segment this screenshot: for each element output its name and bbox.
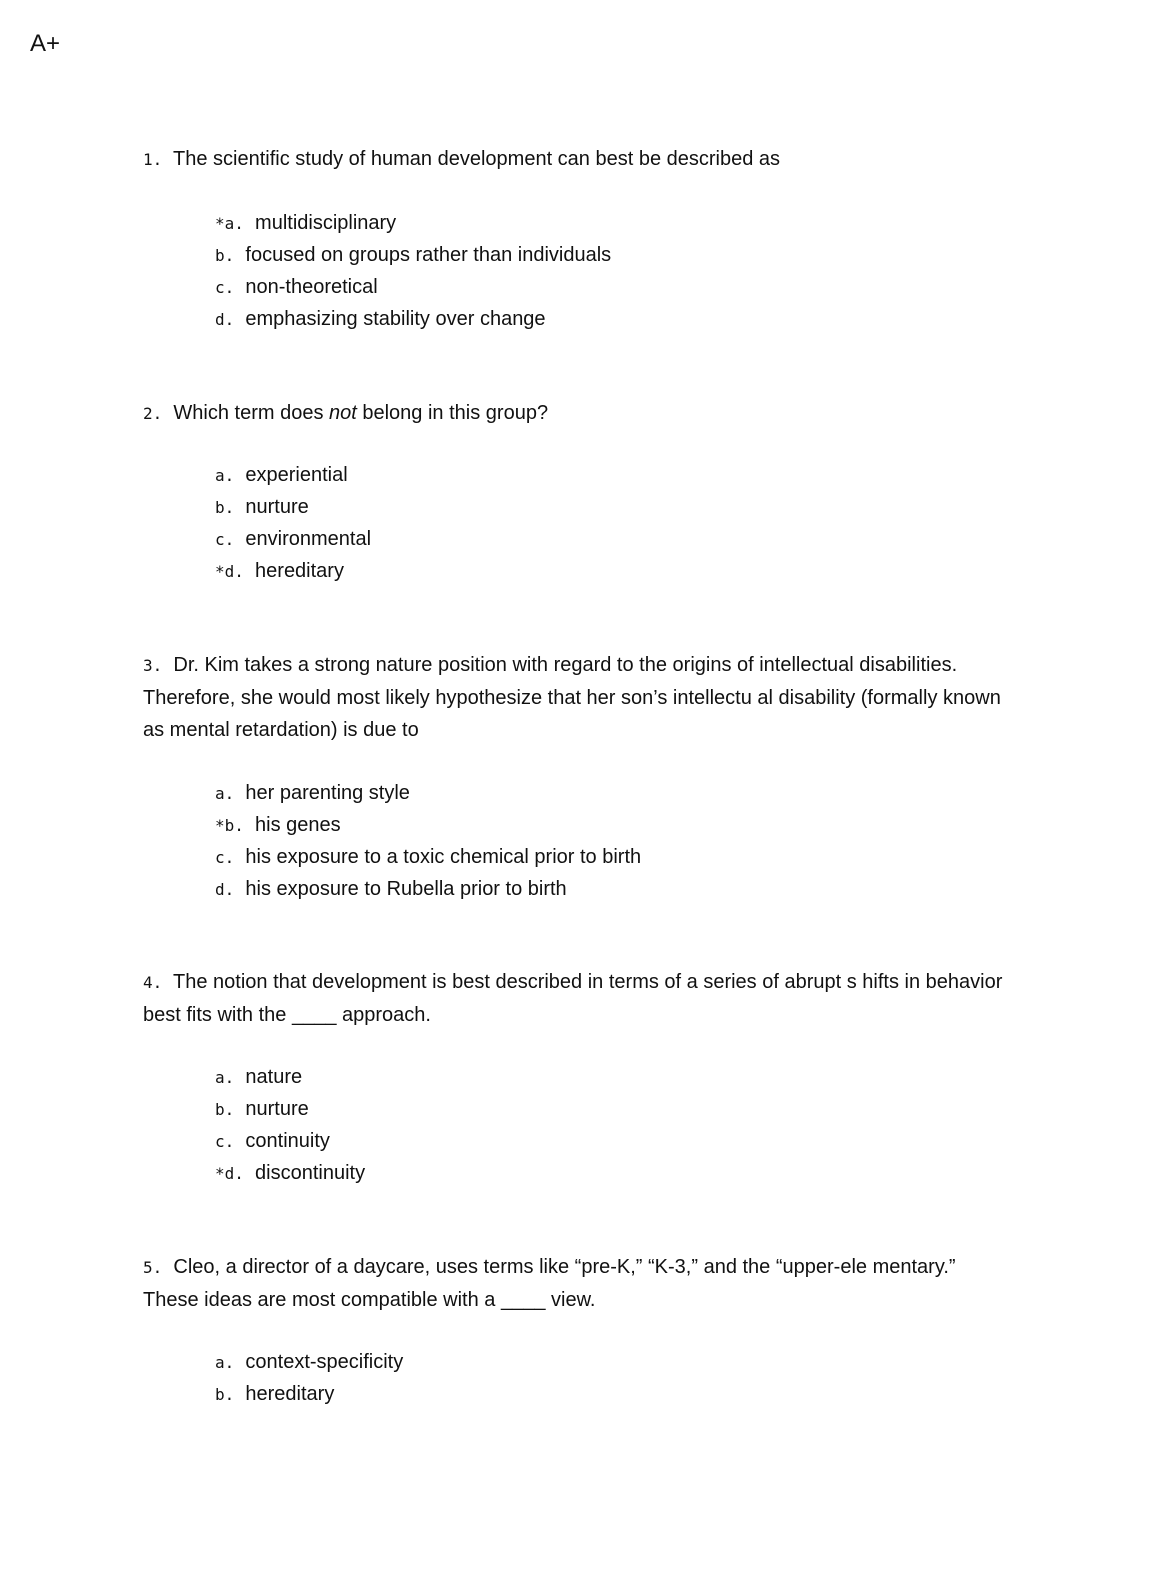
- question-number: 5.: [143, 1258, 163, 1277]
- option-c[interactable]: [215, 1125, 365, 1157]
- option-text: her parenting style: [245, 782, 410, 804]
- option-text: non-theoretical: [245, 276, 378, 298]
- options-2: [215, 459, 371, 587]
- option-text: nurture: [245, 1098, 309, 1120]
- option-text: multidisciplinary: [255, 212, 397, 234]
- question-5: [143, 1251, 1003, 1316]
- stem-text: Which term does: [173, 402, 329, 424]
- option-a[interactable]: [215, 1346, 403, 1378]
- question-number: 1.: [143, 150, 163, 169]
- option-letter: a.: [215, 1353, 235, 1372]
- options-3: [215, 777, 641, 905]
- option-text: focused on groups rather than individuals: [245, 244, 612, 266]
- question-stem: The scientific study of human development can best be described as: [173, 148, 781, 170]
- option-text: hereditary: [255, 560, 344, 582]
- question-number: 4.: [143, 973, 163, 992]
- question-3: [143, 649, 1003, 746]
- option-text: his genes: [255, 814, 341, 836]
- question-4: [143, 966, 1003, 1031]
- grade-mark: A+: [30, 30, 61, 57]
- option-text: environmental: [245, 528, 372, 550]
- option-text: emphasizing stability over change: [245, 308, 546, 330]
- option-letter: a.: [215, 466, 235, 485]
- option-a[interactable]: [215, 207, 611, 239]
- option-letter: d.: [215, 880, 235, 899]
- option-letter: c.: [215, 1132, 235, 1151]
- option-letter: c.: [215, 530, 235, 549]
- options-5: [215, 1346, 403, 1410]
- option-d[interactable]: [215, 555, 371, 587]
- option-letter: c.: [215, 848, 235, 867]
- option-letter: d.: [215, 310, 235, 329]
- option-letter: *d.: [215, 1164, 244, 1183]
- option-text: his exposure to a toxic chemical prior to birth: [245, 846, 642, 868]
- option-text: his exposure to Rubella prior to birth: [245, 878, 567, 900]
- option-a[interactable]: [215, 459, 371, 491]
- option-letter: b.: [215, 246, 235, 265]
- option-a[interactable]: [215, 1061, 365, 1093]
- option-b[interactable]: [215, 239, 611, 271]
- question-1: [143, 143, 1003, 176]
- option-letter: *b.: [215, 816, 244, 835]
- question-2: [143, 397, 1003, 430]
- option-c[interactable]: [215, 523, 371, 555]
- option-d[interactable]: [215, 1157, 365, 1189]
- option-letter: b.: [215, 498, 235, 517]
- option-letter: a.: [215, 1068, 235, 1087]
- option-d[interactable]: [215, 873, 641, 905]
- question-number: 2.: [143, 404, 163, 423]
- option-letter: a.: [215, 784, 235, 803]
- option-letter: *d.: [215, 562, 244, 581]
- option-b[interactable]: [215, 1378, 403, 1410]
- options-1: [215, 207, 611, 335]
- option-c[interactable]: [215, 271, 611, 303]
- option-b[interactable]: [215, 809, 641, 841]
- option-letter: c.: [215, 278, 235, 297]
- options-4: [215, 1061, 365, 1189]
- option-d[interactable]: [215, 303, 611, 335]
- question-stem: Cleo, a director of a daycare, uses terms like “pre-K,” “K-3,” and the “upper-ele mentary.” These ideas are most compatible with a ____ view.: [143, 1256, 956, 1311]
- stem-emphasis: not: [329, 402, 357, 424]
- option-text: nurture: [245, 496, 309, 518]
- option-b[interactable]: [215, 491, 371, 523]
- option-text: hereditary: [245, 1383, 335, 1405]
- question-stem: [173, 402, 548, 424]
- option-b[interactable]: [215, 1093, 365, 1125]
- option-letter: b.: [215, 1100, 235, 1119]
- option-letter: b.: [215, 1385, 235, 1404]
- option-letter: *a.: [215, 214, 244, 233]
- option-a[interactable]: [215, 777, 641, 809]
- option-text: context-specificity: [245, 1351, 404, 1373]
- question-stem: Dr. Kim takes a strong nature position with regard to the origins of intellectual disabilities. Therefore, she would most likely hypothesize that her son’s intellectu al disability (formally known as mental retardation) is due to: [143, 654, 1001, 741]
- option-c[interactable]: [215, 841, 641, 873]
- option-text: experiential: [245, 464, 348, 486]
- option-text: discontinuity: [255, 1162, 366, 1184]
- option-text: nature: [245, 1066, 303, 1088]
- question-number: 3.: [143, 656, 163, 675]
- question-stem: The notion that development is best described in terms of a series of abrupt s hifts in behavior best fits with the ____ approach.: [143, 971, 1003, 1026]
- stem-text: belong in this group?: [356, 402, 549, 424]
- option-text: continuity: [245, 1130, 330, 1152]
